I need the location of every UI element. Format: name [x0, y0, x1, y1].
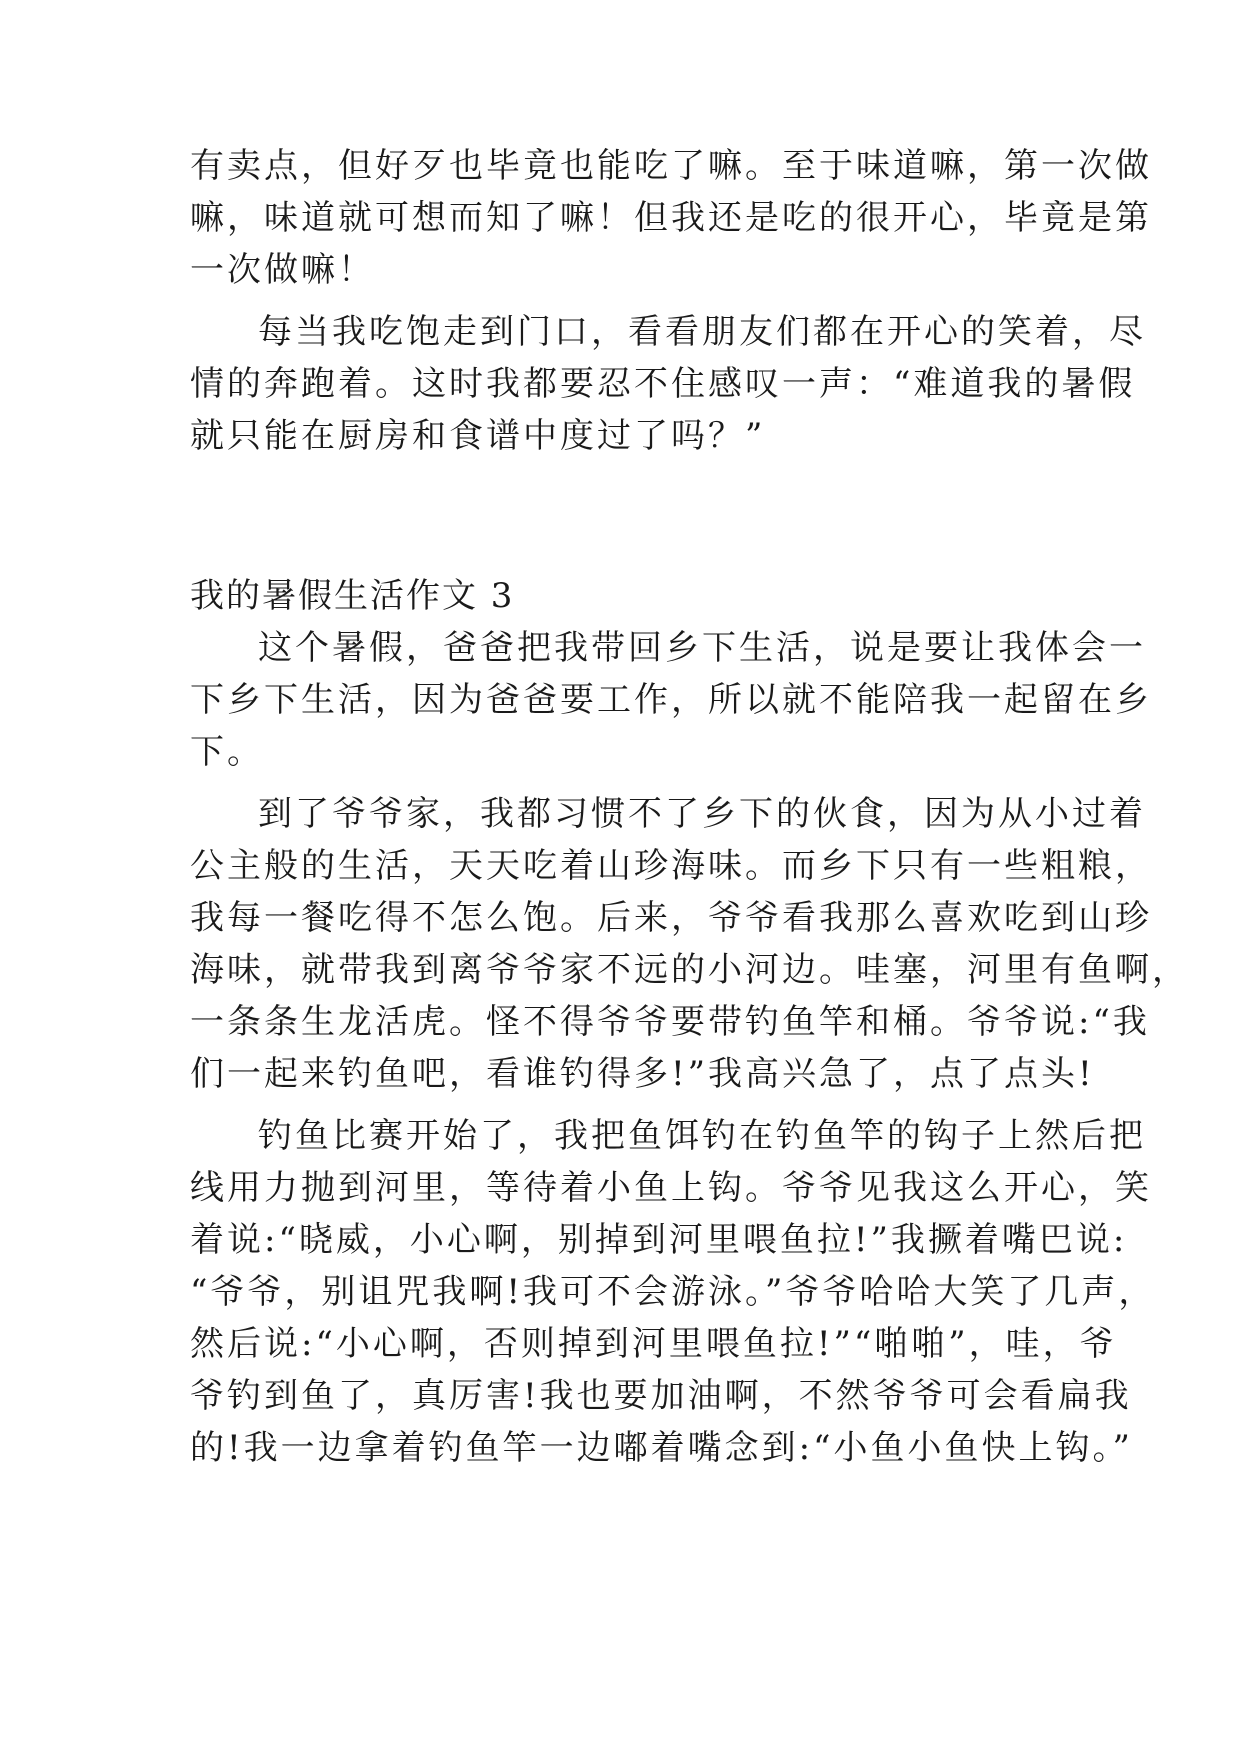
text-line: 着说:“晓威，小心啊，别掉到河里喂鱼拉!”我撅着嘴巴说: — [190, 1220, 1128, 1260]
text-line: 线用力抛到河里，等待着小鱼上钩。爷爷见我这么开心，笑 — [190, 1168, 1152, 1208]
text-line: 有卖点，但好歹也毕竟也能吃了嘛。至于味道嘛，第一次做 — [190, 146, 1152, 186]
text-line: 下乡下生活，因为爸爸要工作，所以就不能陪我一起留在乡 — [190, 680, 1152, 720]
text-line: 就只能在厨房和食谱中度过了吗？” — [190, 416, 766, 456]
text-line: 嘛，味道就可想而知了嘛！但我还是吃的很开心，毕竟是第 — [190, 198, 1152, 238]
text-line: 一条条生龙活虎。怪不得爷爷要带钓鱼竿和桶。爷爷说:“我 — [190, 1002, 1150, 1042]
text-line: 到了爷爷家，我都习惯不了乡下的伙食，因为从小过着 — [258, 794, 1146, 834]
text-line: 下。 — [190, 732, 264, 772]
text-line: 公主般的生活，天天吃着山珍海味。而乡下只有一些粗粮， — [190, 846, 1152, 886]
text-line: 钓鱼比赛开始了，我把鱼饵钓在钓鱼竿的钩子上然后把 — [258, 1116, 1146, 1156]
section-title: 我的暑假生活作文 3 — [190, 576, 515, 616]
text-line: “爷爷，别诅咒我啊!我可不会游泳。”爷爷哈哈大笑了几声， — [190, 1272, 1156, 1312]
text-line: 这个暑假，爸爸把我带回乡下生活，说是要让我体会一 — [258, 628, 1146, 668]
text-line: 一次做嘛！ — [190, 250, 375, 290]
text-line: 爷钓到鱼了，真厉害!我也要加油啊，不然爷爷可会看扁我 — [190, 1376, 1132, 1416]
text-line: 然后说:“小心啊，否则掉到河里喂鱼拉!”“啪啪”，哇，爷 — [190, 1324, 1117, 1364]
text-line: 每当我吃饱走到门口，看看朋友们都在开心的笑着，尽 — [258, 312, 1146, 352]
text-line: 们一起来钓鱼吧，看谁钓得多!”我高兴急了，点了点头! — [190, 1054, 1095, 1094]
text-line: 我每一餐吃得不怎么饱。后来，爷爷看我那么喜欢吃到山珍 — [190, 898, 1152, 938]
text-line: 海味，就带我到离爷爷家不远的小河边。哇塞，河里有鱼啊， — [190, 950, 1189, 990]
text-line: 情的奔跑着。这时我都要忍不住感叹一声：“难道我的暑假 — [190, 364, 1136, 404]
text-line: 的!我一边拿着钓鱼竿一边嘟着嘴念到:“小鱼小鱼快上钩。” — [190, 1428, 1133, 1468]
